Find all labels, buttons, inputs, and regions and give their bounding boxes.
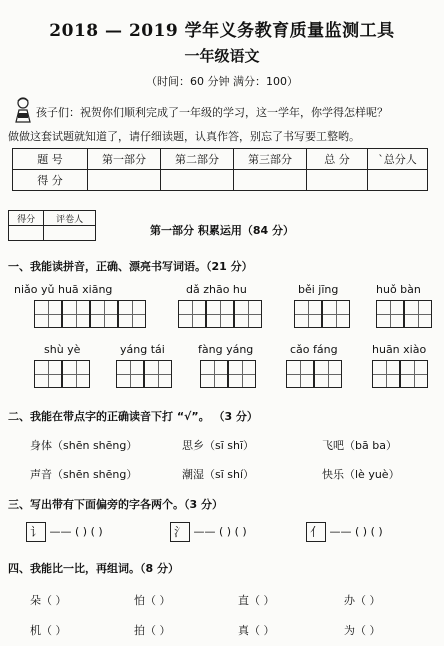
grader-score-label: 得分 (9, 211, 44, 226)
radical-speech: 讠 (26, 522, 46, 542)
child-reading-icon (12, 96, 34, 124)
score-input-cell[interactable] (88, 170, 161, 191)
writing-box[interactable] (376, 300, 404, 328)
writing-box[interactable] (294, 300, 322, 328)
compare-item[interactable]: 为（ ） (344, 624, 381, 637)
writing-box[interactable] (400, 360, 428, 388)
compare-item[interactable]: 怕（ ） (134, 594, 171, 607)
writing-box[interactable] (200, 360, 228, 388)
score-table-cell: 得 分 (13, 170, 88, 191)
score-input-cell[interactable] (161, 170, 234, 191)
reading-item[interactable]: 潮湿（sī shí） (182, 468, 255, 481)
radical-blanks: —— ( ) ( ) (329, 525, 383, 538)
radical-water: 氵 (170, 522, 190, 542)
pinyin-label: huǒ bàn (376, 283, 421, 296)
writing-box[interactable] (178, 300, 206, 328)
compare-item[interactable]: 真（ ） (238, 624, 275, 637)
compare-item[interactable]: 朵（ ） (30, 594, 67, 607)
reading-item[interactable]: 快乐（lè yuè） (322, 468, 400, 481)
radical-person: 亻 (306, 522, 326, 542)
writing-box[interactable] (286, 360, 314, 388)
pinyin-label: dǎ zhāo hu (186, 283, 247, 296)
writing-box[interactable] (144, 360, 172, 388)
reading-item[interactable]: 身体（shēn shēng） (30, 439, 138, 452)
writing-box[interactable] (90, 300, 118, 328)
reading-item[interactable]: 声音（shēn shēng） (30, 468, 138, 481)
score-input-cell[interactable] (234, 170, 307, 191)
writing-box[interactable] (322, 300, 350, 328)
radical-blanks: —— ( ) ( ) (193, 525, 247, 538)
grader-reviewer-label: 评卷人 (44, 211, 96, 226)
writing-box[interactable] (62, 360, 90, 388)
score-input-cell[interactable] (368, 170, 428, 191)
pinyin-label: fàng yáng (198, 343, 254, 356)
writing-box[interactable] (234, 300, 262, 328)
reading-item[interactable]: 思乡（sī shī） (182, 439, 255, 452)
writing-box[interactable] (34, 300, 62, 328)
compare-item[interactable]: 机（ ） (30, 624, 67, 637)
compare-item[interactable]: 拍（ ） (134, 624, 171, 637)
score-table-cell: `总分人 (368, 149, 428, 170)
pinyin-label: huān xiào (372, 343, 427, 356)
writing-box[interactable] (34, 360, 62, 388)
writing-box[interactable] (372, 360, 400, 388)
pinyin-label: yáng tái (120, 343, 165, 356)
exam-meta: （时间：60 分钟 满分：100） (146, 75, 298, 88)
writing-box[interactable] (62, 300, 90, 328)
intro-line-2: 做做这套试题就知道了，请仔细读题，认真作答，别忘了书写要工整哟。 (8, 130, 360, 143)
pinyin-label: shù yè (44, 343, 81, 356)
radical-item[interactable] (306, 522, 383, 542)
q3-title: 三、写出带有下面偏旁的字各两个。（3 分） (8, 498, 223, 511)
pinyin-label: cǎo fáng (290, 343, 338, 356)
score-table-cell: 题 号 (13, 149, 88, 170)
pinyin-label: běi jīng (298, 283, 339, 296)
part1-title: 第一部分 积累运用（84 分） (150, 224, 294, 237)
radical-item[interactable] (26, 522, 103, 542)
score-input-cell[interactable] (307, 170, 368, 191)
exam-title: 2018 — 2019 学年义务教育质量监测工具 (49, 21, 395, 41)
reading-item[interactable]: 飞吧（bā ba） (322, 439, 397, 452)
score-table-cell: 总 分 (307, 149, 368, 170)
score-table-cell: 第一部分 (88, 149, 161, 170)
writing-box[interactable] (206, 300, 234, 328)
score-table (12, 148, 428, 191)
writing-box[interactable] (404, 300, 432, 328)
exam-subtitle: 一年级语文 (184, 47, 260, 65)
radical-blanks: —— ( ) ( ) (49, 525, 103, 538)
intro-line-1: 孩子们：祝贺你们顺利完成了一年级的学习，这一学年，你学得怎样呢？ (36, 106, 388, 119)
radical-item[interactable] (170, 522, 247, 542)
q4-title: 四、我能比一比，再组词。（8 分） (8, 562, 179, 575)
score-table-header-row (13, 149, 428, 170)
compare-item[interactable]: 办（ ） (344, 594, 381, 607)
q2-title: 二、我能在带点字的正确读音下打 “√”。 （3 分） (8, 410, 258, 423)
compare-item[interactable]: 直（ ） (238, 594, 275, 607)
score-table-cell: 第二部分 (161, 149, 234, 170)
writing-box[interactable] (314, 360, 342, 388)
q1-title: 一、我能读拼音，正确、漂亮书写词语。（21 分） (8, 260, 253, 273)
score-table-score-row (13, 170, 428, 191)
pinyin-label: niǎo yǔ huā xiāng (14, 283, 113, 296)
score-table-cell: 第三部分 (234, 149, 307, 170)
writing-box[interactable] (228, 360, 256, 388)
writing-box[interactable] (116, 360, 144, 388)
writing-box[interactable] (118, 300, 146, 328)
